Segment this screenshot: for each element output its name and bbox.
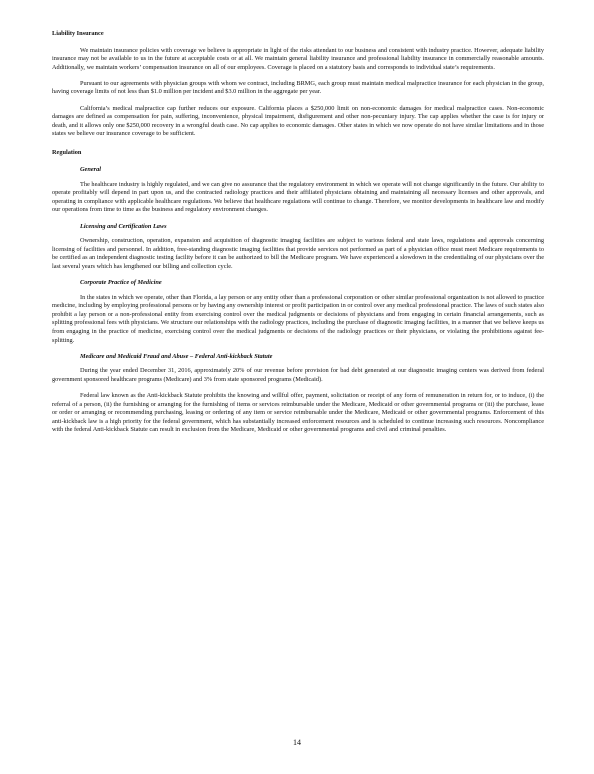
paragraph: During the year ended December 31, 2016, approximately 20% of our revenue before provision for bad debt generated at our diagnostic imaging centers was derived from federal government sponsored healthcare programs (Medicare) and 3% from state sponsored programs (Medicaid). [52, 367, 544, 383]
paragraph: The healthcare industry is highly regulated, and we can give no assurance that the regulatory environment in which we operate will not change significantly in the future. Our ability to operate profitably will depend in part upon us, and the contracted radiology practices and their affiliated physicians obtaining and maintaining all necessary licenses and other approvals, and operating in compliance with applicable healthcare regulations. We believe that healthcare regulations will continue to change. Therefore, we monitor developments in healthcare law and modify our operations from time to time as the business and regulatory environment changes. [52, 180, 544, 214]
paragraph: Federal law known as the Anti-kickback Statute prohibits the knowing and willful offer, payment, solicitation or receipt of any form of remuneration in return for, or to induce, (i) the referral of a person, (ii) the furnishing or arranging for the furnishing of items or services reimbursable under the Medicare, Medicaid or other governmental programs or (iii) the purchase, lease or order or arranging or recommending purchasing, leasing or ordering of any item or service reimbursable under the Medicare, Medicaid or other governmental programs. Enforcement of this anti-kickback law is a high priority for the federal government, which has substantially increased enforcement resources and is scheduled to continue increasing such resources. Noncompliance with the federal Anti-kickback Statute can result in exclusion from the Medicare, Medicaid or other governmental programs and civil and criminal penalties. [52, 391, 544, 434]
paragraph: In the states in which we operate, other than Florida, a lay person or any entity other than a professional corporation or other similar professional organization is not allowed to practice medicine, including by employing professional persons or by having any ownership interest or profit participation in or control over any medical professional practice. The laws of such states also prohibit a lay person or a non-professional entity from exercising control over the medical judgments or decisions of physicians and from engaging in certain financial arrangements, such as splitting professional fees with physicians. We structure our relationships with the radiology practices, including the purchase of diagnostic imaging facilities, in a manner that we believe keeps us from engaging in the practice of medicine, exercising control over the medical judgments or decisions of the radiology practices or their physicians, or violating the prohibitions against fee-splitting. [52, 293, 544, 344]
paragraph: We maintain insurance policies with coverage we believe is appropriate in light of the risks attendant to our business and consistent with industry practice. However, adequate liability insurance may not be available to us in the future at acceptable costs or at all. We maintain general liability insurance and professional liability insurance in commercially reasonable amounts. Additionally, we maintain workers’ compensation insurance on all of our employees. Coverage is placed on a statutory basis and corresponds to individual state’s requirements. [52, 46, 544, 71]
section-heading-regulation: Regulation [52, 149, 82, 157]
subsection-heading-licensing: Licensing and Certification Laws [80, 222, 167, 230]
subsection-heading-anti-kickback: Medicare and Medicaid Fraud and Abuse – Federal Anti-kickback Statute [80, 352, 273, 360]
page-number: 14 [293, 738, 301, 747]
subsection-heading-corporate-practice: Corporate Practice of Medicine [80, 278, 162, 286]
paragraph: California’s medical malpractice cap further reduces our exposure. California places a $250,000 limit on non-economic damages for medical malpractice cases. Non-economic damages are defined as compensation for pain, suffering, inconvenience, physical impairment, disfigurement and other non-pecuniary injury. The cap applies whether the case is for injury or death, and it allows only one $250,000 recovery in a wrongful death case. No cap applies to economic damages. Other states in which we now operate do not have similar limitations and in those states we believe our insurance coverage to be sufficient. [52, 104, 544, 138]
document-page [52, 30, 544, 442]
section-heading-liability-insurance: Liability Insurance [52, 30, 104, 37]
subsection-heading-general: General [80, 166, 101, 174]
paragraph: Pursuant to our agreements with physician groups with whom we contract, including BRMG, each group must maintain medical malpractice insurance for each physician in the group, having coverage limits of not less than $1.0 million per incident and $3.0 million in the aggregate per year. [52, 79, 544, 96]
paragraph: Ownership, construction, operation, expansion and acquisition of diagnostic imaging facilities are subject to various federal and state laws, regulations and approvals concerning licensing of facilities and personnel. In addition, free-standing diagnostic imaging facilities that provide services not performed as part of a physician office must meet Medicare requirements to be certified as an independent diagnostic testing facility before it can be authorized to bill the Medicare program. We have experienced a slowdown in the credentialing of our physicians over the last several years which has lengthened our billing and collection cycle. [52, 237, 544, 270]
